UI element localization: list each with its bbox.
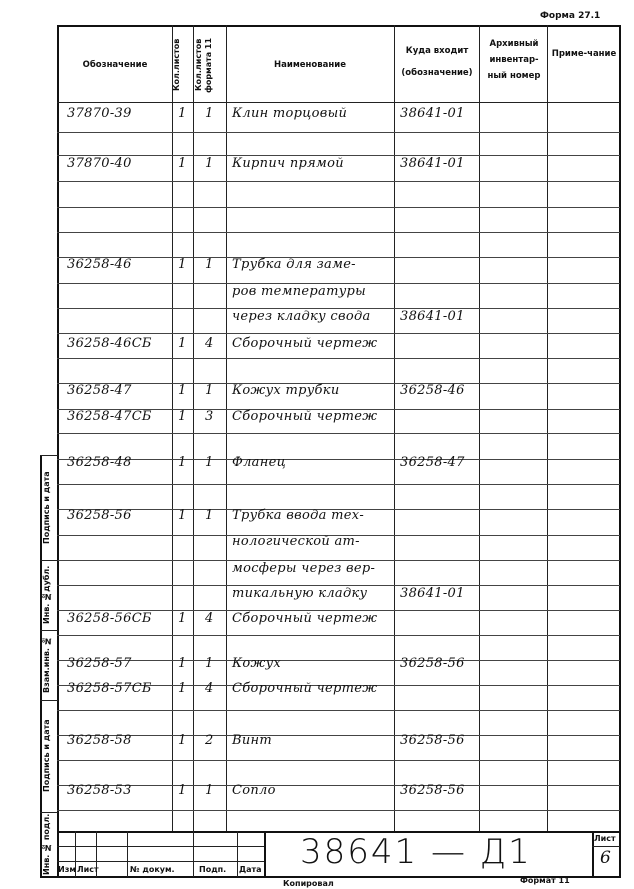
stamp-line bbox=[57, 846, 264, 847]
row-designation: 36258-57 bbox=[67, 656, 132, 671]
header-note: Приме-чание bbox=[551, 49, 617, 59]
row-sheets-format: 1 bbox=[205, 257, 214, 272]
row-used-in: 36258-47 bbox=[400, 455, 465, 470]
row-line bbox=[57, 232, 620, 233]
row-sheets-format: 3 bbox=[205, 409, 214, 424]
row-designation: 36258-56СБ bbox=[67, 611, 152, 626]
header-name: Наименование bbox=[274, 60, 346, 70]
header-bottom bbox=[57, 102, 620, 103]
row-used-in: 36258-56 bbox=[400, 733, 465, 748]
row-line bbox=[57, 181, 620, 182]
footer-date: Дата bbox=[239, 865, 262, 874]
row-line bbox=[57, 358, 620, 359]
row-designation: 36258-58 bbox=[67, 733, 132, 748]
row-sheets: 1 bbox=[178, 106, 187, 121]
footer-izm: Изм bbox=[58, 865, 76, 874]
header-designation: Обозначение bbox=[82, 60, 148, 70]
row-sheets-format: 1 bbox=[205, 383, 214, 398]
row-line bbox=[57, 333, 620, 334]
row-designation: 36258-57СБ bbox=[67, 681, 152, 696]
row-sheets-format: 1 bbox=[205, 656, 214, 671]
format-label: Формат 11 bbox=[520, 876, 570, 885]
row-used-in: 38641-01 bbox=[400, 586, 465, 601]
stamp-line bbox=[592, 846, 620, 847]
stamp-col bbox=[193, 831, 194, 877]
row-name: ров температуры bbox=[232, 284, 367, 299]
side-label-inv: Инв. № подл. bbox=[42, 813, 51, 875]
row-designation: 36258-47СБ bbox=[67, 409, 152, 424]
row-designation: 37870-40 bbox=[67, 156, 132, 171]
row-designation: 36258-53 bbox=[67, 783, 132, 798]
side-label-replace: Взам.инв. № bbox=[42, 636, 51, 694]
row-used-in: 36258-46 bbox=[400, 383, 465, 398]
row-designation: 36258-56 bbox=[67, 508, 132, 523]
row-sheets-format: 1 bbox=[205, 156, 214, 171]
row-sheets: 1 bbox=[178, 156, 187, 171]
side-label-sign-1: Подпись и дата bbox=[42, 719, 51, 793]
side-label-sign-2: Подпись и дата bbox=[42, 471, 51, 544]
row-line bbox=[57, 785, 620, 786]
row-used-in: 36258-56 bbox=[400, 656, 465, 671]
row-designation: 36258-46 bbox=[67, 257, 132, 272]
row-used-in: 38641-01 bbox=[400, 309, 465, 324]
row-sheets-format: 1 bbox=[205, 106, 214, 121]
row-line bbox=[57, 710, 620, 711]
sheet-label: Лист bbox=[594, 834, 616, 843]
row-name: нологической ат- bbox=[232, 534, 360, 549]
row-name: Сборочный чертеж bbox=[232, 336, 378, 351]
row-designation: 36258-48 bbox=[67, 455, 132, 470]
row-line bbox=[57, 760, 620, 761]
header-sheets-format: Кол.листов формата 11 bbox=[194, 37, 213, 93]
row-name: Сопло bbox=[232, 783, 276, 798]
row-name: Винт bbox=[232, 733, 273, 748]
row-used-in: 36258-56 bbox=[400, 783, 465, 798]
row-sheets: 1 bbox=[178, 336, 187, 351]
row-name: Трубка для заме- bbox=[232, 257, 356, 272]
footer-sign: Подп. bbox=[199, 865, 227, 874]
row-name: мосферы через вер- bbox=[232, 561, 376, 576]
row-used-in: 38641-01 bbox=[400, 156, 465, 171]
row-sheets-format: 2 bbox=[205, 733, 214, 748]
stamp-col bbox=[264, 831, 266, 877]
row-sheets-format: 1 bbox=[205, 455, 214, 470]
row-name: Трубка ввода тех- bbox=[232, 508, 365, 523]
row-sheets: 1 bbox=[178, 508, 187, 523]
row-name: через кладку свода bbox=[232, 309, 371, 324]
frame-top bbox=[57, 25, 620, 27]
row-sheets: 1 bbox=[178, 383, 187, 398]
sheet-number: 6 bbox=[600, 848, 612, 868]
row-used-in: 38641-01 bbox=[400, 106, 465, 121]
row-name: Клин торцовый bbox=[232, 106, 348, 121]
row-sheets-format: 1 bbox=[205, 783, 214, 798]
stamp-col bbox=[127, 831, 128, 877]
footer-doc: № докум. bbox=[130, 865, 175, 874]
row-line bbox=[57, 735, 620, 736]
row-sheets-format: 1 bbox=[205, 508, 214, 523]
row-sheets: 1 bbox=[178, 257, 187, 272]
stamp-line bbox=[57, 861, 264, 862]
row-sheets-format: 4 bbox=[205, 611, 214, 626]
row-line bbox=[57, 132, 620, 133]
footer-list: Лист bbox=[77, 865, 99, 874]
row-sheets-format: 4 bbox=[205, 681, 214, 696]
row-name: тикальную кладку bbox=[232, 586, 368, 601]
row-line bbox=[57, 207, 620, 208]
header-sheets: Кол.листов bbox=[172, 38, 181, 92]
row-line bbox=[57, 810, 620, 811]
form-label: Форма 27.1 bbox=[540, 11, 601, 21]
row-sheets: 1 bbox=[178, 611, 187, 626]
row-sheets: 1 bbox=[178, 681, 187, 696]
header-archive: Архивный инвентар-ный номер bbox=[487, 39, 541, 81]
side-label-dup: Инв. №дубл. bbox=[42, 565, 51, 625]
row-name: Сборочный чертеж bbox=[232, 409, 378, 424]
copied-label: Копировал bbox=[283, 879, 334, 888]
row-sheets: 1 bbox=[178, 783, 187, 798]
frame-left bbox=[57, 25, 59, 877]
row-name: Сборочный чертеж bbox=[232, 611, 378, 626]
row-name: Кожух трубки bbox=[232, 383, 340, 398]
stamp-col bbox=[237, 831, 238, 877]
doc-number: 38641 — Д1 bbox=[300, 832, 532, 872]
row-name: Сборочный чертеж bbox=[232, 681, 378, 696]
frame-right bbox=[619, 25, 621, 877]
row-name: Фланец bbox=[232, 455, 286, 470]
row-sheets: 1 bbox=[178, 733, 187, 748]
row-line bbox=[57, 484, 620, 485]
row-name: Кирпич прямой bbox=[232, 156, 344, 171]
row-designation: 36258-46СБ bbox=[67, 336, 152, 351]
row-line bbox=[57, 635, 620, 636]
row-line bbox=[57, 459, 620, 460]
header-used-in: Куда входит (обозначение) bbox=[401, 46, 473, 78]
row-line bbox=[57, 433, 620, 434]
row-designation: 36258-47 bbox=[67, 383, 132, 398]
row-designation: 37870-39 bbox=[67, 106, 132, 121]
row-sheets: 1 bbox=[178, 409, 187, 424]
row-name: Кожух bbox=[232, 656, 282, 671]
row-sheets-format: 4 bbox=[205, 336, 214, 351]
row-sheets: 1 bbox=[178, 656, 187, 671]
row-line bbox=[57, 660, 620, 661]
row-sheets: 1 bbox=[178, 455, 187, 470]
